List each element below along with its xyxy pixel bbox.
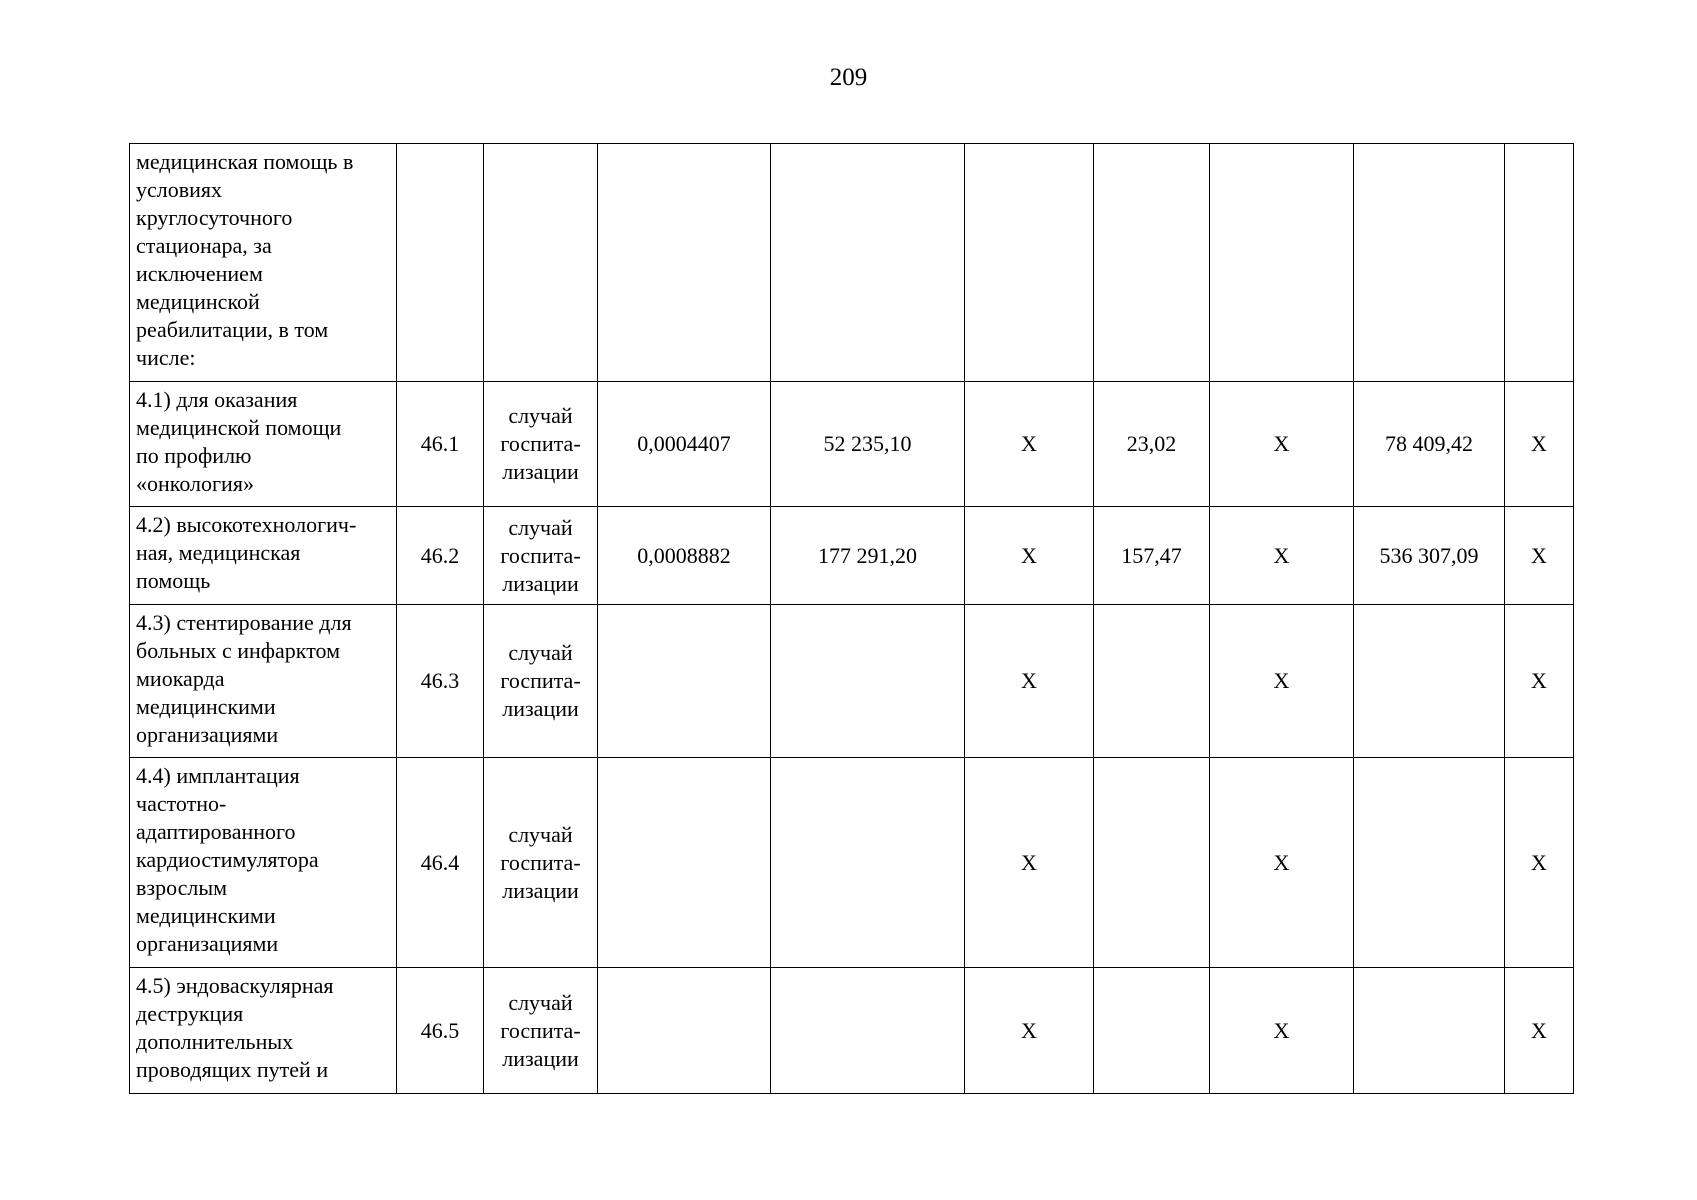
cell-col10: X [1505, 968, 1574, 1094]
data-table [129, 143, 1574, 1094]
cell-col9 [1354, 144, 1505, 382]
cell-col5 [771, 144, 965, 382]
cell-col4 [598, 605, 771, 758]
page-number: 209 [829, 64, 868, 91]
cell-col10: X [1505, 605, 1574, 758]
cell-col4 [598, 758, 771, 968]
cell-col8: X [1210, 968, 1354, 1094]
cell-col8: X [1210, 507, 1354, 605]
cell-row-number: 46.4 [397, 758, 484, 968]
cell-name: 4.3) стентирование для больных с инфарктом миокарда медицинскими организациями [130, 605, 397, 758]
cell-col7 [1094, 144, 1210, 382]
cell-col5 [771, 968, 965, 1094]
cell-col8 [1210, 144, 1354, 382]
cell-col8: X [1210, 382, 1354, 507]
table-row [130, 507, 1574, 605]
cell-col8: X [1210, 758, 1354, 968]
cell-unit: случай госпита- лизации [484, 507, 598, 605]
cell-col6: X [965, 605, 1094, 758]
cell-col5 [771, 758, 965, 968]
cell-col6: X [965, 382, 1094, 507]
cell-col8: X [1210, 605, 1354, 758]
cell-col6: X [965, 968, 1094, 1094]
cell-col10: X [1505, 382, 1574, 507]
cell-name: 4.1) для оказания медицинской помощи по профилю «онкология» [130, 382, 397, 507]
cell-unit: случай госпита- лизации [484, 968, 598, 1094]
cell-col4 [598, 968, 771, 1094]
table-row [130, 758, 1574, 968]
cell-col7 [1094, 758, 1210, 968]
cell-name: 4.4) имплантация частотно- адаптированного кардиостимулятора взрослым медицинскими организациями [130, 758, 397, 968]
cell-unit: случай госпита- лизации [484, 382, 598, 507]
cell-name: медицинская помощь в условиях круглосуточного стационара, за исключением медицинской реабилитации, в том числе: [130, 144, 397, 382]
table-row [130, 605, 1574, 758]
table-row [130, 382, 1574, 507]
cell-col6 [965, 144, 1094, 382]
cell-row-number: 46.2 [397, 507, 484, 605]
cell-row-number [397, 144, 484, 382]
cell-col7 [1094, 605, 1210, 758]
cell-col6: X [965, 758, 1094, 968]
cell-col5: 52 235,10 [771, 382, 965, 507]
table-row [130, 968, 1574, 1094]
cell-unit: случай госпита- лизации [484, 605, 598, 758]
table-row [130, 144, 1574, 382]
cell-row-number: 46.3 [397, 605, 484, 758]
cell-col9: 78 409,42 [1354, 382, 1505, 507]
cell-col6: X [965, 507, 1094, 605]
cell-row-number: 46.1 [397, 382, 484, 507]
cell-col7 [1094, 968, 1210, 1094]
cell-col9 [1354, 968, 1505, 1094]
cell-col9 [1354, 605, 1505, 758]
cell-name: 4.2) высокотехнологич- ная, медицинская помощь [130, 507, 397, 605]
cell-col10 [1505, 144, 1574, 382]
cell-col7: 157,47 [1094, 507, 1210, 605]
cell-col7: 23,02 [1094, 382, 1210, 507]
cell-col10: X [1505, 507, 1574, 605]
cell-col5: 177 291,20 [771, 507, 965, 605]
cell-name: 4.5) эндоваскулярная деструкция дополнительных проводящих путей и [130, 968, 397, 1094]
cell-col4 [598, 144, 771, 382]
cell-col9 [1354, 758, 1505, 968]
cell-col5 [771, 605, 965, 758]
cell-col9: 536 307,09 [1354, 507, 1505, 605]
cell-col4: 0,0008882 [598, 507, 771, 605]
cell-row-number: 46.5 [397, 968, 484, 1094]
cell-col10: X [1505, 758, 1574, 968]
cell-unit: случай госпита- лизации [484, 758, 598, 968]
cell-col4: 0,0004407 [598, 382, 771, 507]
cell-unit [484, 144, 598, 382]
